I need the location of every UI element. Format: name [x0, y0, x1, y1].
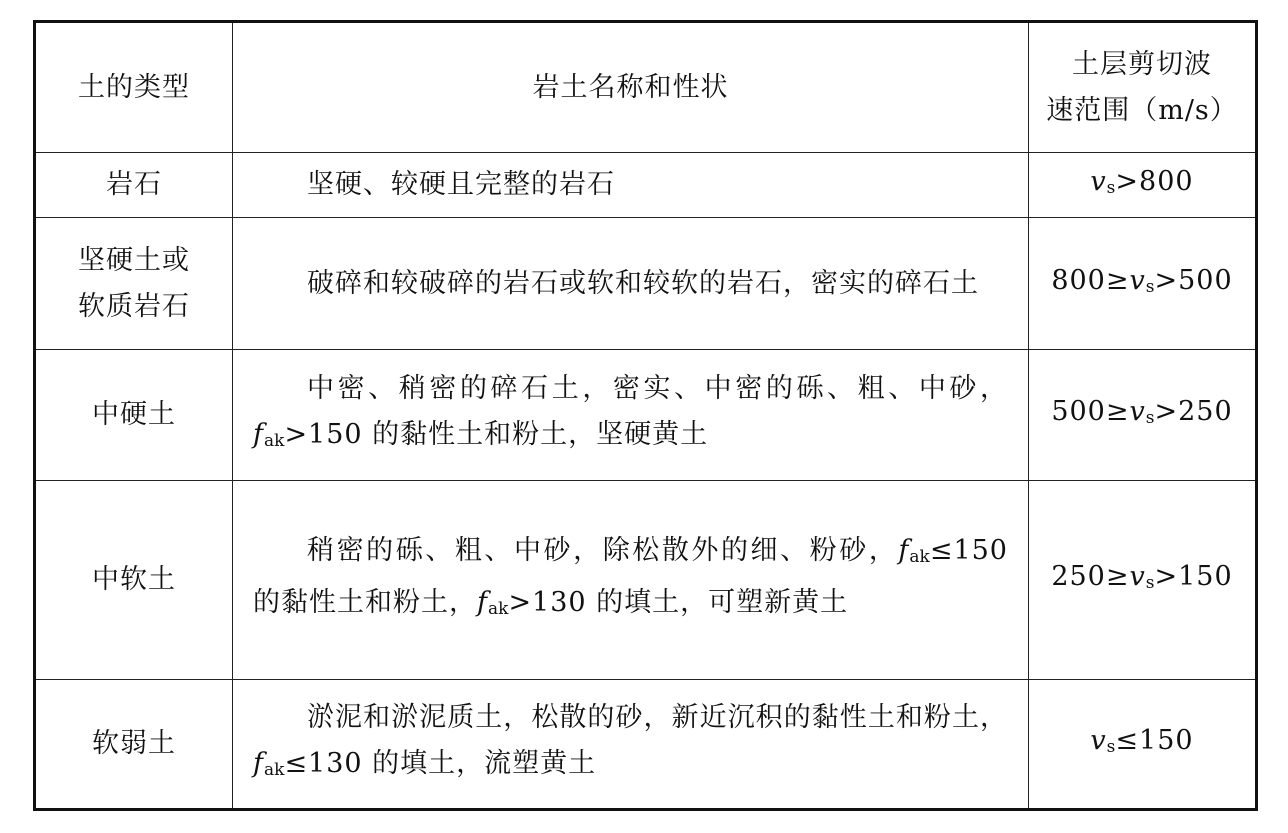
velocity-bound: >250 [1154, 396, 1233, 427]
velocity-subscript: s [1145, 573, 1155, 593]
description-text [253, 695, 1008, 793]
cell-soil-type: 中硬土 [35, 350, 233, 481]
velocity-symbol: v [1129, 561, 1146, 592]
cell-velocity-range [1029, 481, 1257, 680]
description-part-a: 中密、稍密的碎石土，密实、中密的砾、粗、中砂， [307, 373, 1008, 404]
cell-description [233, 350, 1029, 481]
cell-soil-type [35, 218, 233, 350]
header-wave-velocity-line1: 土层剪切波 [1072, 48, 1212, 80]
velocity-lower-bound: 800≥ [1051, 264, 1130, 296]
description-text: 坚硬、较硬且完整的岩石 [307, 169, 615, 200]
description-part-b: >150 的黏性土和粉土，坚硬黄土 [284, 419, 709, 450]
description-text: 破碎和较破碎的岩石或软和较软的岩石，密实的碎石土 [307, 267, 979, 299]
f-symbol: f [253, 419, 264, 450]
velocity-symbol: v [1090, 166, 1107, 197]
soil-classification-table [33, 20, 1258, 811]
f-subscript: ak [264, 760, 285, 780]
cell-velocity-range [1029, 680, 1257, 810]
cell-velocity-range [1029, 218, 1257, 350]
cell-velocity-range [1029, 153, 1257, 218]
soil-type-line1: 坚硬土或 [78, 244, 190, 276]
header-soil-type: 土的类型 [35, 22, 233, 153]
cell-description [233, 218, 1029, 350]
table-row [35, 350, 1257, 481]
velocity-lower-bound: 500≥ [1051, 396, 1130, 427]
velocity-subscript: s [1106, 737, 1116, 757]
cell-soil-type: 岩石 [35, 153, 233, 218]
header-name-and-state: 岩土名称和性状 [233, 22, 1029, 153]
table-row [35, 481, 1257, 680]
f-subscript: ak [909, 547, 930, 567]
cell-velocity-range [1029, 350, 1257, 481]
description-text [253, 366, 1008, 464]
table-header-row [35, 22, 1257, 153]
table-row [35, 218, 1257, 350]
cell-description [233, 481, 1029, 680]
header-wave-velocity [1029, 22, 1257, 153]
cell-description [233, 680, 1029, 810]
cell-description [233, 153, 1029, 218]
cell-soil-type: 中软土 [35, 481, 233, 680]
description-part-b: ≤150 的黏性土和粉土， [253, 535, 1008, 618]
description-text [253, 528, 1008, 632]
header-wave-velocity-line2: 速范围（m/s） [1046, 94, 1238, 126]
velocity-bound: >500 [1154, 264, 1233, 296]
description-part-a: 淤泥和淤泥质土，松散的砂，新近沉积的黏性土和粉土， [307, 702, 1008, 733]
velocity-bound: ≤150 [1115, 725, 1194, 756]
description-part-a: 稍密的砾、粗、中砂，除松散外的细、粉砂， [307, 535, 899, 566]
velocity-bound: >150 [1154, 561, 1233, 592]
velocity-subscript: s [1145, 276, 1155, 297]
f-symbol: f [898, 535, 910, 566]
f-subscript: ak [264, 431, 285, 451]
cell-soil-type: 软弱土 [35, 680, 233, 810]
f-symbol: f [477, 587, 488, 618]
table-row [35, 680, 1257, 810]
soil-type-line2: 软质岩石 [78, 290, 190, 322]
description-part-b: ≤130 的填土，流塑黄土 [284, 748, 597, 779]
f-subscript: ak [488, 599, 509, 619]
velocity-lower-bound: 250≥ [1051, 561, 1130, 592]
velocity-symbol: v [1129, 396, 1146, 427]
velocity-symbol: v [1090, 725, 1107, 756]
f-symbol: f [253, 748, 264, 779]
table-row [35, 153, 1257, 218]
velocity-bound: >800 [1115, 166, 1194, 197]
velocity-symbol: v [1129, 264, 1146, 296]
velocity-subscript: s [1145, 408, 1155, 428]
description-part-c: >130 的填土，可塑新黄土 [508, 587, 849, 618]
velocity-subscript: s [1106, 178, 1116, 198]
